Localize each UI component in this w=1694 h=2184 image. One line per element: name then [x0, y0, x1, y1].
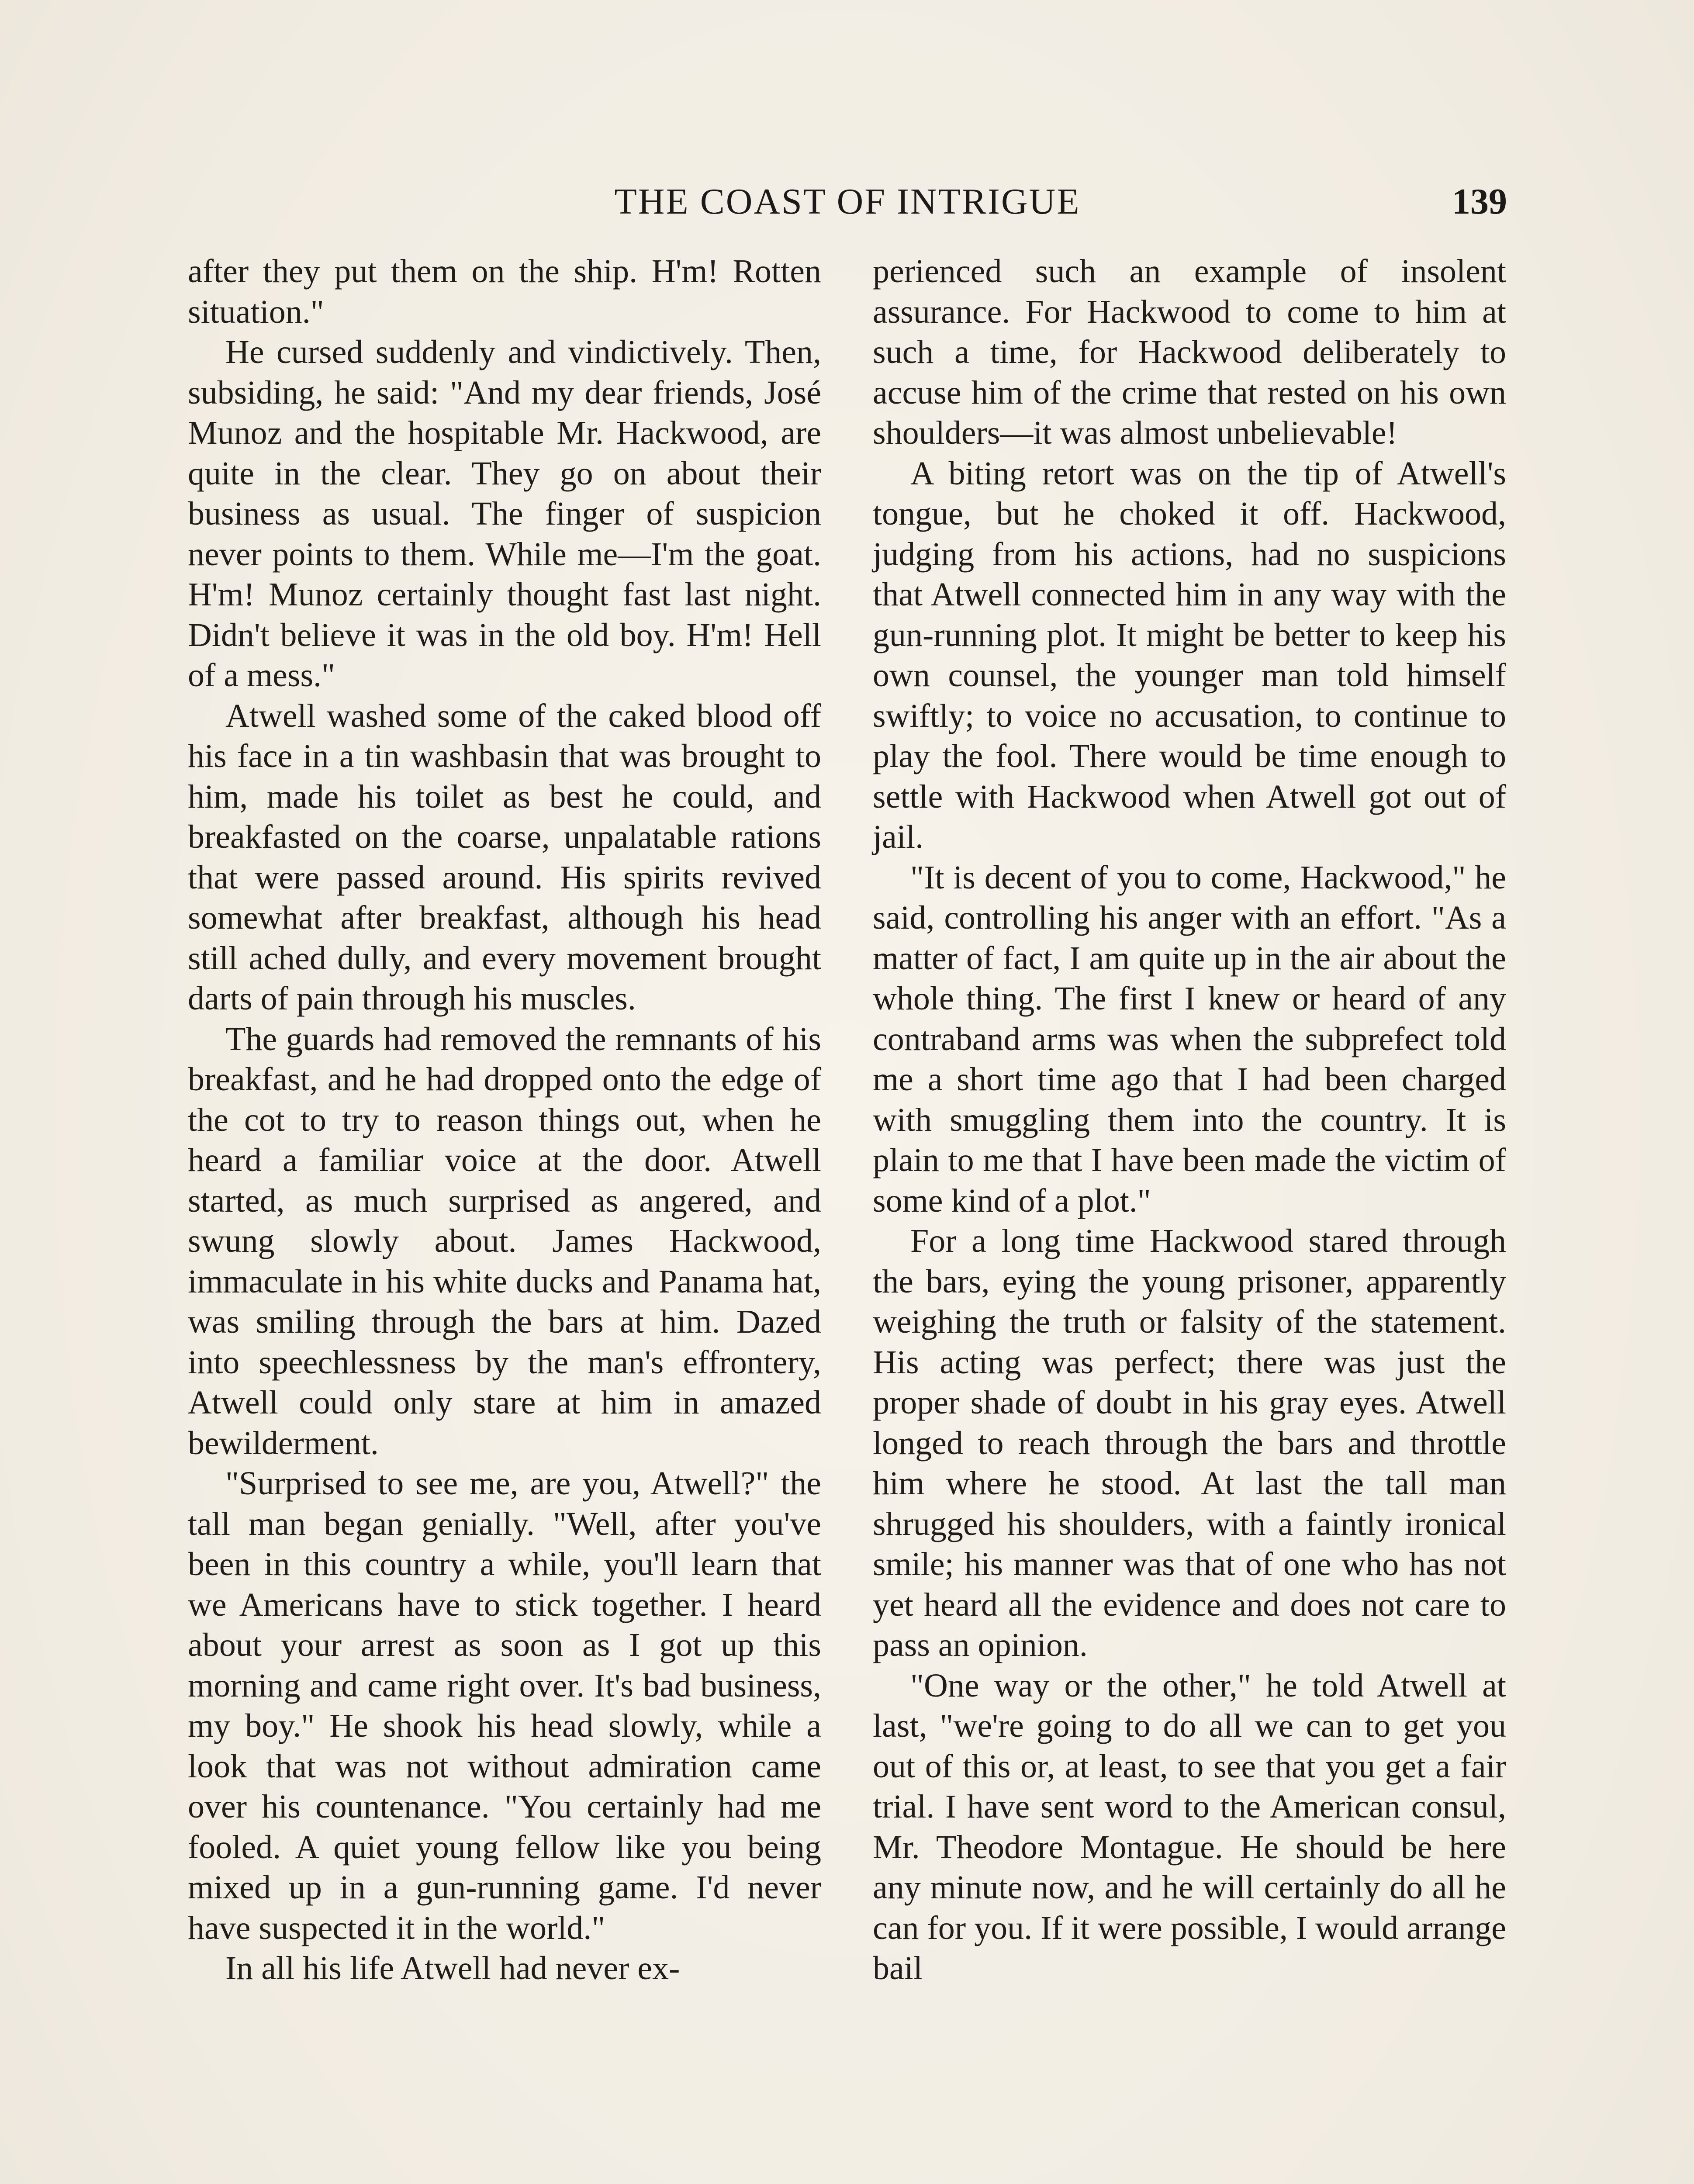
page-number: 139 — [1452, 181, 1507, 222]
paragraph: perienced such an example of insolent assurance. For Hackwood to come to him at such a time, for Hackwood deliberately to accuse him of the crime that rested on his own shoulders—it was almost unbelievable! — [873, 253, 1506, 451]
paragraph: He cursed suddenly and vindictively. Then, subsiding, he said: "And my dear friends, José Munoz and the hospitable Mr. Hackwood, are quite in the clear. They go on about their business as usual. The finger of suspicion never points to them. While me—I'm the goat. H'm! Munoz certainly thought fast last night. Didn't believe it was in the old boy. H'm! Hell of a mess." — [188, 334, 821, 694]
paragraph: For a long time Hackwood stared through the bars, eying the young prisoner, apparently weighing the truth or falsity of the statement. His acting was perfect; there was just the proper shade of doubt in his gray eyes. Atwell longed to reach through the bars and throttle him where he stood. At last the tall man shrugged his shoulders, with a faintly ironical smile; his manner was that of one who has not yet heard all the evidence and does not care to pass an opinion. — [873, 1223, 1506, 1663]
paragraph: "One way or the other," he told Atwell at last, "we're going to do all we can to get you out of this or, at least, to see that you get a fair trial. I have sent word to the American consul, Mr. Theodore Montague. He should be here any minute now, and he will certainly do all he can for you. If it were possible, I would arrange bail — [873, 1667, 1506, 1987]
paragraph: Atwell washed some of the caked blood off his face in a tin washbasin that was brought to him, made his toilet as best he could, and breakfasted on the coarse, unpalatable rations that were passed around. His spirits revived somewhat after breakfast, although his head still ached dully, and every movement brought darts of pain through his muscles. — [188, 697, 821, 1017]
paragraph: In all his life Atwell had never ex- — [225, 1950, 680, 1987]
running-title: THE COAST OF INTRIGUE — [614, 181, 1081, 222]
paragraph: after they put them on the ship. H'm! Rotten situation." — [188, 253, 821, 330]
paragraph: A biting retort was on the tip of Atwell's tongue, but he choked it off. Hackwood, judging from his actions, had no suspicions that Atwell connected him in any way with the gun-running plot. It might be better to keep his own counsel, the younger man told himself swiftly; to voice no accusation, to continue to play the fool. There would be time enough to settle with Hackwood when Atwell got out of jail. — [873, 455, 1506, 855]
left-column — [188, 251, 821, 1989]
right-column — [873, 251, 1506, 1989]
paragraph: The guards had removed the remnants of his breakfast, and he had dropped onto the edge of the cot to try to reason things out, when he heard a familiar voice at the door. Atwell started, as much surprised as angered, and swung slowly about. James Hackwood, immaculate in his white ducks and Panama hat, was smiling through the bars at him. Dazed into speechlessness by the man's effrontery, Atwell could only stare at him in amazed bewilderment. — [188, 1020, 821, 1462]
running-header — [188, 176, 1507, 228]
paragraph: "Surprised to see me, are you, Atwell?" the tall man began genially. "Well, after you've been in this country a while, you'll learn that we Americans have to stick together. I heard about your arrest as soon as I got up this morning and came right over. It's bad business, my boy." He shook his head slowly, while a look that was not without admiration came over his countenance. "You certainly had me fooled. A quiet young fellow like you being mixed up in a gun-running game. I'd never have suspected it in the world." — [188, 1465, 821, 1946]
paragraph: "It is decent of you to come, Hackwood," he said, controlling his anger with an effort. "As a matter of fact, I am quite up in the air about the whole thing. The first I knew or heard of any contraband arms was when the subprefect told me a short time ago that I had been charged with smuggling them into the country. It is plain to me that I have been made the victim of some kind of a plot." — [873, 859, 1506, 1219]
